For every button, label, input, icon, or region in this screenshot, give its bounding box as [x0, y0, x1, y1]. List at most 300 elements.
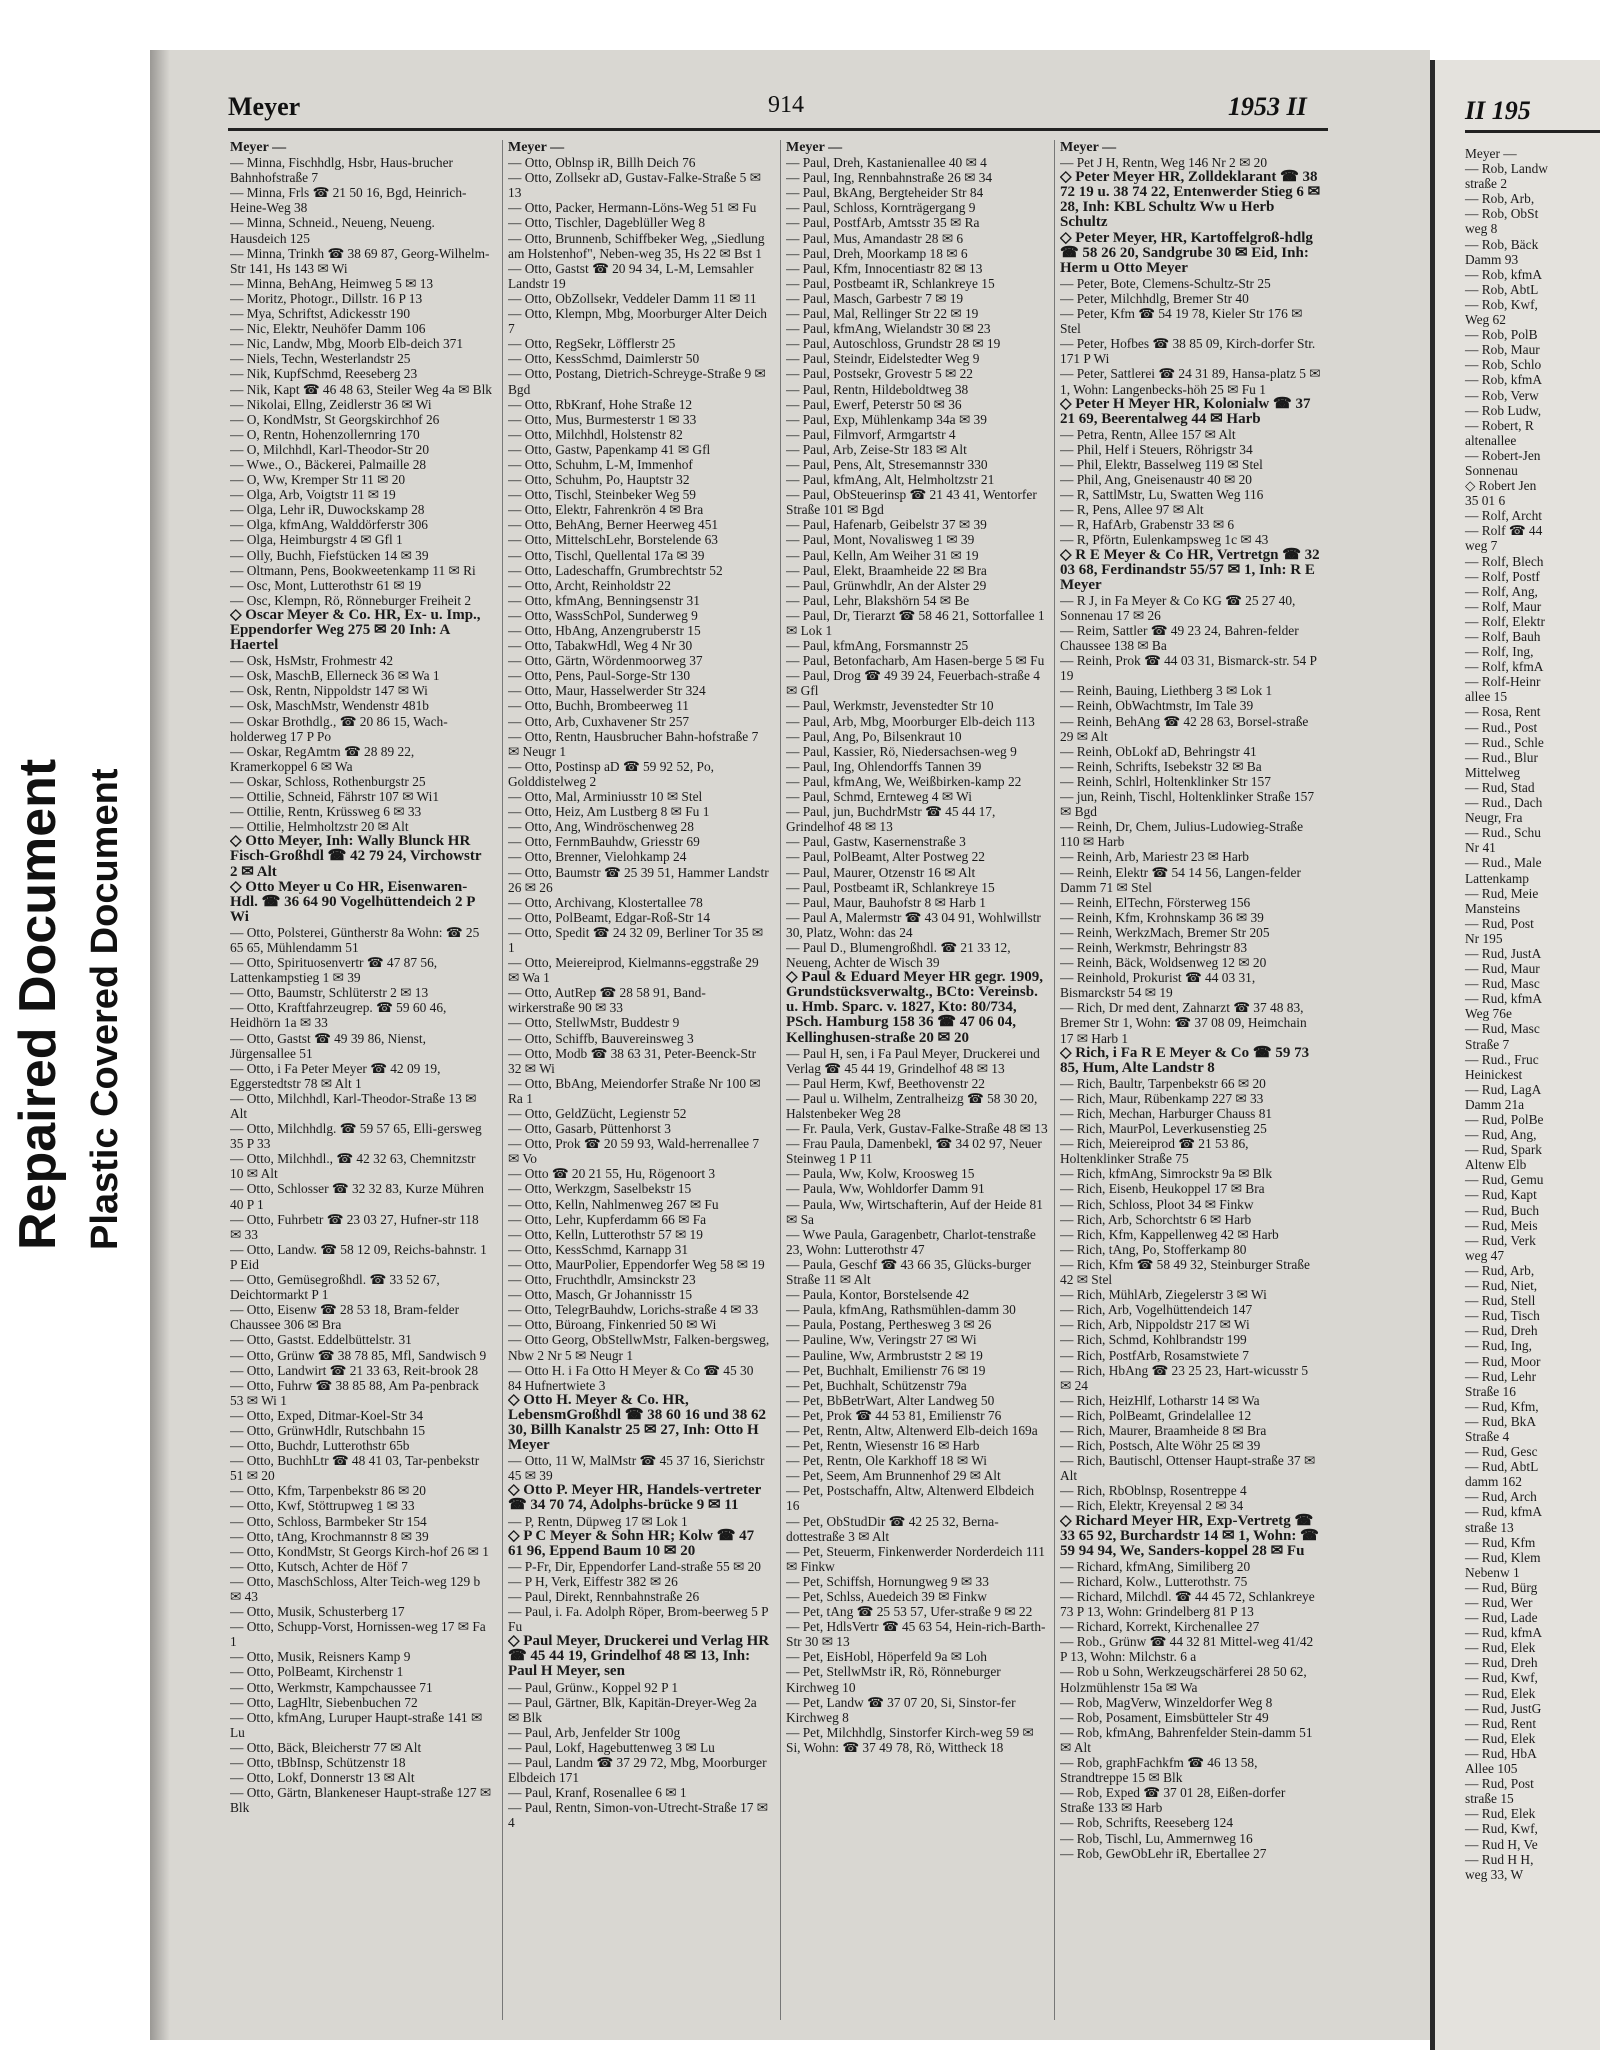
directory-entry: — Paula, Ww, Wirtschafterin, Auf der Heide 81 ✉ Sa [786, 1196, 1043, 1227]
directory-entry: — Paul, Dreh, Kastanienallee 40 ✉ 4 [786, 155, 987, 171]
directory-entry: — Nik, Kapt ☎ 46 48 63, Steiler Weg 4a ✉ Blk [230, 381, 492, 397]
directory-entry: — Paul, Arb, Jenfelder Str 100g [508, 1724, 681, 1740]
directory-entry: — Otto, tAng, Krochmannstr 8 ✉ 39 [230, 1528, 429, 1544]
directory-entry: — Reinh, Prok ☎ 44 03 31, Bismarck-str. 54 P 19 [1060, 653, 1317, 684]
directory-entry: — Minna, Fischhdlg, Hsbr, Haus-brucher Bahnhofstraße 7 [230, 155, 453, 186]
facing-page-entry: — Rolf, Postf [1465, 568, 1540, 584]
directory-entry: — Reinh, ObLokf aD, Behringstr 41 [1060, 743, 1257, 759]
column-head: Meyer — [230, 140, 287, 155]
directory-entry: — Paul, Arb, Mbg, Moorburger Elb-deich 113 [786, 713, 1035, 729]
directory-entry: — Reim, Sattler ☎ 49 23 24, Bahren-felder Chaussee 138 ✉ Ba [1060, 623, 1299, 654]
directory-entry: — Moritz, Photogr., Dillstr. 16 P 13 [230, 290, 423, 306]
directory-entry: — Ottilie, Helmholtzstr 20 ✉ Alt [230, 819, 409, 835]
directory-entry: ◇ Peter Meyer, HR, Kartoffelgroß-hdlg ☎ 58 26 20, Sandgrube 30 ✉ Eid, Inh: Herm u Otto Meyer [1060, 229, 1313, 276]
directory-entry: ◇ Oscar Meyer & Co. HR, Ex- u. Imp., Eppendorfer Weg 275 ✉ 20 Inh: A Haertel [230, 606, 481, 654]
facing-page-entry: — Rud, Elek [1465, 1806, 1536, 1822]
directory-entry: — Otto, StellwMstr, Buddestr 9 [508, 1015, 680, 1031]
directory-entry: — Rich, Eisenb, Heukoppel 17 ✉ Bra [1060, 1181, 1265, 1197]
directory-entry: — R, HafArb, Grabenstr 33 ✉ 6 [1060, 517, 1235, 533]
directory-entry: — Rob u Sohn, Werkzeugschärferei 28 50 62, Holzmühlenstr 15a ✉ Wa [1060, 1664, 1307, 1695]
facing-page-entry: — Rud, JustG [1465, 1700, 1542, 1716]
directory-entry: — Otto, Fuhrw ☎ 38 85 88, Am Pa-penbrack 53 ✉ Wi 1 [230, 1377, 479, 1408]
directory-entry: — Oltmann, Pens, Bookweetenkamp 11 ✉ Ri [230, 562, 476, 578]
directory-entry: — Otto, tBbInsp, Schützenstr 18 [230, 1755, 406, 1771]
directory-entry: — Otto, Postang, Dietrich-Schreyge-Straße 9 ✉ Bgd [508, 366, 766, 397]
directory-entry: — Pet, Seem, Am Brunnenhof 29 ✉ Alt [786, 1468, 1001, 1484]
directory-entry: — Paul, Betonfacharb, Am Hasen-berge 5 ✉ Fu [786, 653, 1045, 669]
directory-entry: — Paula, kfmAng, Rathsmühlen-damm 30 [786, 1302, 1016, 1318]
directory-entry: — Otto, Kfm, Tarpenbekstr 86 ✉ 20 [230, 1483, 426, 1499]
directory-entry: — Paul, Elekt, Braamheide 22 ✉ Bra [786, 562, 987, 578]
directory-entry: — Otto, Gärtn, Blankeneser Haupt-straße 127 ✉ Blk [230, 1785, 492, 1816]
directory-entry: — Otto, BuchhLtr ☎ 48 41 03, Tar-penbekstr 51 ✉ 20 [230, 1453, 480, 1484]
directory-entry: — Otto, Kelln, Nahlmenweg 267 ✉ Fu [508, 1196, 719, 1212]
directory-entry: — P H, Verk, Eiffestr 382 ✉ 26 [508, 1573, 678, 1589]
directory-entry: — Osk, MaschB, Ellerneck 36 ✉ Wa 1 [230, 668, 440, 684]
facing-page-entry: straße 2 [1465, 176, 1508, 192]
column-head: Meyer — [1060, 140, 1117, 155]
directory-entry: — Pet, ObStudDir ☎ 42 25 32, Berna-dottestraße 3 ✉ Alt [786, 1513, 999, 1544]
directory-entry: — Otto, Packer, Hermann-Löns-Weg 51 ✉ Fu [508, 200, 757, 216]
directory-entry: — Rob, Tischl, Lu, Ammernweg 16 [1060, 1830, 1253, 1846]
facing-page-entry: Straße 4 [1465, 1428, 1510, 1444]
directory-entry: ◇ Richard Meyer HR, Exp-Vertretg ☎ 33 65 92, Burchardstr 14 ✉ 1, Wohn: ☎ 59 94 94, We, Sanders-koppel 28 ✉ Fu [1060, 1512, 1319, 1559]
directory-entry: — Rich, Maurer, Braamheide 8 ✉ Bra [1060, 1422, 1267, 1438]
directory-entry: — Rich, HbAng ☎ 23 25 23, Hart-wicusstr 5 ✉ 24 [1060, 1362, 1309, 1393]
directory-entry: — Paul, Werkmstr, Jevenstedter Str 10 [786, 698, 994, 714]
directory-entry: — Paul, Mont, Novalisweg 1 ✉ 39 [786, 532, 975, 548]
directory-entry: — Peter, Hofbes ☎ 38 85 09, Kirch-dorfer Str. 171 P Wi [1060, 336, 1316, 367]
directory-entry: — Otto, Archt, Reinholdstr 22 [508, 577, 671, 593]
directory-entry: — Paul, Grünw., Koppel 92 P 1 [508, 1679, 679, 1695]
directory-entry: — Frau Paula, Damenbekl, ☎ 34 02 97, Neuer Steinweg 1 P 11 [786, 1136, 1042, 1167]
directory-entry: — Reinh, ObWachtmstr, Im Tale 39 [1060, 698, 1254, 714]
directory-entry: — Otto, Zollsekr aD, Gustav-Falke-Straße 5 ✉ 13 [508, 170, 761, 201]
facing-page-entry: — Rud, kfmA [1465, 1625, 1542, 1641]
facing-page-entry: — Rud H, Ve [1465, 1836, 1538, 1852]
directory-entry: — Otto, ObZollsekr, Veddeler Damm 11 ✉ 11 [508, 290, 757, 306]
directory-entry: — Paul, Mal, Rellinger Str 22 ✉ 19 [786, 306, 979, 322]
directory-entry: — Otto, Gemüsegroßhdl. ☎ 33 52 67, Deichtormarkt P 1 [230, 1272, 440, 1303]
directory-entry: — Otto, Kelln, Lutterothstr 57 ✉ 19 [508, 1226, 703, 1242]
facing-page-entry: straße 15 [1465, 1791, 1514, 1807]
directory-entry: — Rich, Meiereiprod ☎ 21 53 86, Holtenklinker Straße 75 [1060, 1136, 1249, 1167]
directory-entry: — Pet, Buchhalt, Schützenstr 79a [786, 1377, 967, 1393]
directory-entry: — Otto, Mal, Arminiusstr 10 ✉ Stel [508, 789, 703, 805]
directory-entry: — Pet, Steuerm, Finkenwerder Norderdeich 111 ✉ Finkw [786, 1543, 1045, 1574]
page-header [228, 92, 1328, 128]
directory-entry: — Paul, Drog ☎ 49 39 24, Feuerbach-straße 4 ✉ Gfl [786, 668, 1040, 699]
directory-entry: — Otto, Ladeschaffn, Grumbrechtstr 52 [508, 562, 723, 578]
directory-entry: ◇ Otto P. Meyer HR, Handels-vertreter ☎ 34 70 74, Adolphs-brücke 9 ✉ 11 [508, 1482, 761, 1514]
facing-page-entry: — Rud, Spark [1465, 1142, 1542, 1158]
directory-entry: — R, Pens, Allee 97 ✉ Alt [1060, 502, 1204, 518]
directory-entry: — Otto, MaschSchloss, Alter Teich-weg 129 b ✉ 43 [230, 1573, 481, 1604]
directory-entry: — Otto, RbKranf, Hohe Straße 12 [508, 396, 693, 412]
directory-entry: — Pet, Milchhdlg, Sinstorfer Kirch-weg 59 ✉ Si, Wohn: ☎ 37 49 78, Rö, Wittheck 18 [786, 1724, 1034, 1755]
directory-entry: — Paul, Schmd, Ernteweg 4 ✉ Wi [786, 789, 972, 805]
directory-entry: — Otto, Musik, Schusterberg 17 [230, 1604, 405, 1620]
facing-page-entry: — Rob, Kwf, [1465, 296, 1538, 312]
directory-entry: — Otto, Postinsp aD ☎ 59 92 52, Po, Golddistelweg 2 [508, 758, 715, 789]
directory-entry: — Pet, Rentn, Ole Karkhoff 18 ✉ Wi [786, 1453, 987, 1469]
directory-entry: — Peter, Milchhdlg, Bremer Str 40 [1060, 290, 1249, 306]
facing-page-entry: — Rud, Kapt [1465, 1187, 1537, 1203]
directory-entry: — Otto, KessSchmd, Karnapp 31 [508, 1241, 689, 1257]
directory-entry: — O, KondMstr, St Georgskirchhof 26 [230, 411, 440, 427]
facing-page-entry: — Rud, Meis [1465, 1217, 1538, 1233]
directory-entry: — Otto, Werkzgm, Saselbekstr 15 [508, 1181, 692, 1197]
directory-entry: — Pet, tAng ☎ 25 53 57, Ufer-straße 9 ✉ 22 [786, 1604, 1033, 1620]
directory-entry: — Paul Herm, Kwf, Beethovenstr 22 [786, 1075, 985, 1091]
directory-entry: — Rich, Maur, Rübenkamp 227 ✉ 33 [1060, 1090, 1264, 1106]
directory-entry: — Otto, Baumstr, Schlüterstr 2 ✉ 13 [230, 985, 429, 1001]
facing-page-entry: — Rud, HbA [1465, 1745, 1537, 1761]
directory-entry: — Paul, Steindr, Eidelstedter Weg 9 [786, 351, 980, 367]
facing-page-entry: damm 162 [1465, 1474, 1522, 1490]
directory-entry: — Otto, Schuhm, Po, Hauptstr 32 [508, 472, 690, 488]
directory-entry: — Otto, GrünwHdlr, Rutschbahn 15 [230, 1422, 426, 1438]
facing-page-entry: — Rud, Stell [1465, 1293, 1536, 1309]
facing-page-entry: — Rud, Verk [1465, 1232, 1536, 1248]
directory-entry: — Rich, MaurPol, Leverkusenstieg 25 [1060, 1121, 1267, 1137]
facing-page-entry: Damm 21a [1465, 1096, 1525, 1112]
directory-entry: — Otto, Fuhrbetr ☎ 23 03 27, Hufner-str 118 ✉ 33 [230, 1211, 479, 1242]
directory-entry: — Reinh, WerkzMach, Bremer Str 205 [1060, 924, 1270, 940]
directory-entry: — Rich, Bautischl, Ottenser Haupt-straße 37 ✉ Alt [1060, 1453, 1316, 1484]
facing-page-entry: — Rolf, Blech [1465, 553, 1544, 569]
directory-entry: — Otto, Lokf, Donnerstr 13 ✉ Alt [230, 1770, 415, 1786]
directory-entry: — Otto, Modb ☎ 38 63 31, Peter-Beenck-Str 32 ✉ Wi [508, 1045, 757, 1076]
directory-entry: — Pet, Prok ☎ 44 53 81, Emilienstr 76 [786, 1407, 1002, 1423]
facing-page-entry: — Rob, ObSt [1465, 206, 1539, 222]
directory-entry: — Rich, Baultr, Tarpenbekstr 66 ✉ 20 [1060, 1075, 1266, 1091]
directory-entry: — Reinh, Elektr ☎ 54 14 56, Langen-felder Damm 71 ✉ Stel [1060, 864, 1301, 895]
facing-page-entry: — Rud, Moor [1465, 1353, 1541, 1369]
directory-entry: — Paul, Ing, Ohlendorffs Tannen 39 [786, 758, 982, 774]
directory-entry: — Otto, Ang, Windröschenweg 28 [508, 819, 694, 835]
directory-entry: — Pet, Postschaffn, Altw, Altenwerd Elbdeich 16 [786, 1483, 1035, 1514]
directory-entry: ◇ Rich, i Fa R E Meyer & Co ☎ 59 73 85, Hum, Alte Landstr 8 [1060, 1044, 1310, 1076]
directory-entry: — Phil, Elektr, Basselweg 119 ✉ Stel [1060, 456, 1263, 472]
directory-entry: — Paul, Ang, Po, Bilsenkraut 10 [786, 728, 962, 744]
facing-page-entry: — Rud, Post [1465, 915, 1534, 931]
directory-entry: — Rich, Schmd, Kohlbrandstr 199 [1060, 1332, 1247, 1348]
directory-entry: — Wwe., O., Bäckerei, Palmaille 28 [230, 456, 427, 472]
directory-entry: — Otto, Landw. ☎ 58 12 09, Reichs-bahnstr. 1 P Eid [230, 1241, 487, 1272]
directory-entry: — Otto, Musik, Reisners Kamp 9 [230, 1649, 411, 1665]
directory-entry: — Paul, Landm ☎ 37 29 72, Mbg, Moorburger Elbdeich 171 [508, 1755, 767, 1786]
facing-page-entry: ◇ Robert Jen [1465, 478, 1537, 494]
directory-entry: — O, Ww, Kremper Str 11 ✉ 20 [230, 472, 406, 488]
directory-entry: — Otto, Milchhdl, Karl-Theodor-Straße 13 ✉ Alt [230, 1090, 477, 1121]
directory-entry: — Otto, TelegrBauhdw, Lorichs-straße 4 ✉ 33 [508, 1302, 759, 1318]
directory-entry: — Rich, Dr med dent, Zahnarzt ☎ 37 48 83, Bremer Str 1, Wohn: ☎ 37 08 09, Heimchain 17 ✉ Harb 1 [1060, 1000, 1307, 1046]
directory-entry: — Pauline, Ww, Veringstr 27 ✉ Wi [786, 1332, 977, 1348]
directory-entry: — Otto, LagHltr, Siebenbuchen 72 [230, 1694, 418, 1710]
directory-entry: — Paul, PostfArb, Amtsstr 35 ✉ Ra [786, 215, 980, 231]
directory-entry: — Paul u. Wilhelm, Zentralheizg ☎ 58 30 20, Halstenbeker Weg 28 [786, 1090, 1038, 1121]
facing-page-entry: Straße 16 [1465, 1383, 1516, 1399]
directory-entry: — Paula, Postang, Perthesweg 3 ✉ 26 [786, 1317, 992, 1333]
directory-entry: — Reinh, Arb, Mariestr 23 ✉ Harb [1060, 849, 1249, 865]
directory-entry: — Paul, Dreh, Moorkamp 18 ✉ 6 [786, 245, 968, 261]
facing-page [1430, 60, 1600, 2050]
directory-entry: — Otto, Spedit ☎ 24 32 09, Berliner Tor 35 ✉ 1 [508, 924, 764, 955]
facing-page-header: II 195 [1465, 96, 1531, 125]
directory-entry: — Paul, Dr, Tierarzt ☎ 58 46 21, Sottorfallee 1 ✉ Lok 1 [786, 607, 1045, 638]
facing-page-entry: weg 33, W [1465, 1866, 1524, 1882]
directory-entry: — Otto, GeldZücht, Legienstr 52 [508, 1106, 687, 1121]
directory-entry: — Richard, Korrekt, Kirchenallee 27 [1060, 1619, 1260, 1635]
directory-entry: — Otto, Elektr, Fahrenkrön 4 ✉ Bra [508, 502, 704, 518]
directory-entry: — Olly, Buchh, Fiefstücken 14 ✉ 39 [230, 547, 429, 563]
directory-entry: ◇ Otto H. Meyer & Co. HR, LebensmGroßhdl ☎ 38 60 16 und 38 62 30, Billh Kanalstr 25 ✉ 27, Inh: Otto H Meyer [508, 1391, 767, 1454]
directory-entry: — Richard, Kolw., Lutterothstr. 75 [1060, 1573, 1248, 1589]
facing-page-entry: Damm 93 [1465, 251, 1519, 267]
directory-entry: — Otto, Landwirt ☎ 21 33 63, Reit-brook 28 [230, 1362, 479, 1378]
directory-entry: — Otto, Milchhdlg. ☎ 59 57 65, Elli-gersweg 35 P 33 [230, 1121, 482, 1152]
facing-page-entry: — Rud., Blur [1465, 749, 1538, 765]
directory-entry: — Rob, kfmAng, Bahrenfelder Stein-damm 51 ✉ Alt [1060, 1724, 1313, 1755]
directory-entry: — Otto, Meiereiprod, Kielmanns-eggstraße 29 ✉ Wa 1 [508, 955, 759, 986]
facing-page-entry: — Rud, Lehr [1465, 1368, 1537, 1384]
facing-page-entry: — Rud, Arch [1465, 1489, 1537, 1505]
directory-entry: — Mya, Schriftst, Adickesstr 190 [230, 306, 411, 322]
facing-page-entry: — Rob, Schlo [1465, 357, 1542, 373]
directory-entry: — Pet, Rentn, Wiesenstr 16 ✉ Harb [786, 1438, 980, 1454]
directory-entry: — Otto, Werkmstr, Kampchaussee 71 [230, 1679, 433, 1695]
directory-entry: — Paul, Exp, Mühlenkamp 34a ✉ 39 [786, 411, 987, 427]
facing-page-entry: — Rud H H, [1465, 1851, 1534, 1867]
facing-page-entry: — Rud, Wer [1465, 1595, 1533, 1610]
directory-entry: — Paul D., Blumengroßhdl. ☎ 21 33 12, Neueng, Achter de Wisch 39 [786, 939, 1011, 971]
directory-entry: — Paul, Gastw, Kasernenstraße 3 [786, 834, 966, 850]
directory-entry: — Rich, Arb, Schorchtstr 6 ✉ Harb [1060, 1211, 1252, 1227]
directory-entry: — Otto, Pens, Paul-Sorge-Str 130 [508, 668, 691, 684]
directory-entry: — Peter, Sattlerei ☎ 24 31 89, Hansa-platz 5 ✉ 1, Wohn: Langenbecks-höh 25 ✉ Fu 1 [1060, 366, 1321, 397]
facing-page-entry: — Rud, Meie [1465, 885, 1539, 901]
directory-entry: — Paul, Masch, Garbestr 7 ✉ 19 [786, 290, 964, 306]
facing-page-entry: Altenw Elb [1465, 1157, 1527, 1173]
header-year: 1953 II [1228, 92, 1307, 121]
facing-page-entry: — Rud, Ang, [1465, 1127, 1537, 1143]
facing-page-entry: — Rud, Klem [1465, 1549, 1541, 1565]
facing-page-entry: — Rob Ludw, [1465, 402, 1542, 418]
directory-entry: — Paul, Kranf, Rosenallee 6 ✉ 1 [508, 1785, 687, 1801]
facing-page-entry: — Rolf, Bauh [1465, 629, 1541, 644]
facing-page-entry: — Rud., Post [1465, 719, 1538, 735]
facing-page-entry: — Rud, Tisch [1465, 1308, 1540, 1324]
facing-page-entry: weg 7 [1465, 538, 1498, 554]
facing-page-entry: — Rud, kfmA [1465, 991, 1542, 1007]
directory-entry: — Otto, Spirituosenvertr ☎ 47 87 56, Lattenkampstieg 1 ✉ 39 [230, 955, 438, 986]
directory-entry: — Paul, Hafenarb, Geibelstr 37 ✉ 39 [786, 517, 987, 533]
facing-page-entry: — Rud, Elek [1465, 1685, 1536, 1701]
facing-page-entry: — Rud, Kwf, [1465, 1821, 1538, 1837]
directory-entry: — Otto, Schupp-Vorst, Hornissen-weg 17 ✉ Fa 1 [230, 1619, 486, 1650]
directory-entry: — Paul, ObSteuerinsp ☎ 21 43 41, Wentorfer Straße 101 ✉ Bgd [786, 487, 1037, 518]
directory-entry: — Richard, kfmAng, Similiberg 20 [1060, 1558, 1251, 1574]
directory-entry: — Pet J H, Rentn, Weg 146 Nr 2 ✉ 20 [1060, 155, 1268, 171]
directory-entry: — Olga, kfmAng, Walddörferstr 306 [230, 517, 429, 533]
directory-entry: — Otto, Büroang, Finkenried 50 ✉ Wi [508, 1317, 717, 1333]
directory-entry: — Oskar, Schloss, Rothenburgstr 25 [230, 773, 426, 789]
directory-entry: — Paul, jun, BuchdrMstr ☎ 45 44 17, Grindelhof 48 ✉ 13 [786, 804, 996, 835]
side-label-repaired: Repaired Document [9, 758, 67, 1250]
facing-page-entry: — Rob, kfmA [1465, 372, 1542, 388]
facing-page-entry: 35 01 6 [1465, 493, 1506, 509]
directory-entry: — Peter, Bote, Clemens-Schultz-Str 25 [1060, 275, 1271, 291]
facing-page-entry: altenallee [1465, 432, 1517, 448]
directory-entry: — Rich, PostfArb, Rosamstwiete 7 [1060, 1347, 1249, 1363]
directory-entry: — Reinh, Bauing, Liethberg 3 ✉ Lok 1 [1060, 683, 1273, 699]
facing-page-entry: — Rob, AbtL [1465, 281, 1539, 297]
page-binding-shadow [150, 50, 170, 2040]
facing-page-entry: — Rud., Fruc [1465, 1051, 1539, 1067]
directory-entry: — Minna, BehAng, Heimweg 5 ✉ 13 [230, 275, 434, 291]
directory-entry: — Otto, Buchh, Brombeerweg 11 [508, 698, 689, 714]
directory-entry: — R, SattlMstr, Lu, Swatten Weg 116 [1060, 487, 1264, 503]
directory-entry: — Otto, kfmAng, Benningsenstr 31 [508, 592, 700, 608]
facing-page-entry: — Rud, Kfm [1465, 1534, 1536, 1550]
facing-page-entry: — Rud, kfmA [1465, 1504, 1542, 1520]
directory-entry: — Otto, KessSchmd, Daimlerstr 50 [508, 351, 700, 367]
directory-entry: — Paul, Maur, Bauhofstr 8 ✉ Harb 1 [786, 894, 986, 910]
facing-page-entry: Nr 41 [1465, 840, 1496, 856]
facing-page-entry: straße 13 [1465, 1519, 1514, 1535]
directory-entry: — Otto, PolBeamt, Edgar-Roß-Str 14 [508, 909, 711, 925]
directory-entry: — Paul, Ewerf, Peterstr 50 ✉ 36 [786, 396, 962, 412]
directory-entry: — Ottilie, Schneid, Fährstr 107 ✉ Wi1 [230, 789, 440, 805]
facing-page-entry: — Rud, AbtL [1465, 1459, 1539, 1475]
directory-entry: — Otto, Gastw, Papenkamp 41 ✉ Gfl [508, 441, 711, 457]
directory-entry: — Otto, Milchhdl, Holstenstr 82 [508, 426, 683, 442]
directory-entry: ◇ P C Meyer & Sohn HR; Kolw ☎ 47 61 96, Eppend Baum 10 ✉ 20 [508, 1527, 755, 1559]
directory-entry: — Otto, Klempn, Mbg, Moorburger Alter Deich 7 [508, 306, 767, 337]
directory-entry: — Paul, Schloss, Kornträgergang 9 [786, 200, 976, 216]
directory-entry: — Phil, Ang, Gneisenaustr 40 ✉ 20 [1060, 472, 1252, 488]
facing-page-entry: Lattenkamp [1465, 870, 1529, 886]
directory-entry: ◇ R E Meyer & Co HR, Vertretgn ☎ 32 03 68, Ferdinandstr 55/57 ✉ 1, Inh: R E Meyer [1060, 546, 1320, 593]
directory-entry: — R, Pförtn, Eulenkampsweg 1c ✉ 43 [1060, 532, 1269, 548]
directory-entry: — Otto, Kwf, Stöttrupweg 1 ✉ 33 [230, 1498, 415, 1514]
directory-entry: — Otto, Brunnenb, Schiffbeker Weg, „Siedlung am Holstenhof", Neben-weg 35, Hs 22 ✉ Bst 1 [508, 230, 765, 261]
facing-page-entry: — Rolf, Elektr [1465, 613, 1545, 629]
directory-entry: — Paula, Ww, Kolw, Kroosweg 15 [786, 1166, 975, 1182]
directory-entry: — Minna, Frls ☎ 21 50 16, Bgd, Heinrich-Heine-Weg 38 [230, 185, 467, 216]
directory-entry: — Otto, Archivang, Klostertallee 78 [508, 894, 703, 910]
directory-entry: — Otto, Masch, Gr Johannisstr 15 [508, 1287, 693, 1303]
directory-entry: — Osk, HsMstr, Frohmestr 42 [230, 653, 394, 669]
directory-entry: — Reinh, BehAng ☎ 42 28 63, Borsel-straße 29 ✉ Alt [1060, 713, 1309, 744]
directory-entry: — Osk, MaschMstr, Wendenstr 481b [230, 698, 429, 714]
directory-entry: — Pet, Landw ☎ 37 07 20, Si, Sinstor-fer Kirchweg 8 [786, 1694, 1016, 1725]
directory-entry: — Otto, Gasarb, Püttenhorst 3 [508, 1121, 671, 1137]
directory-entry: — Paul, kfmAng, Wielandstr 30 ✉ 23 [786, 321, 991, 337]
side-label-plastic: Plastic Covered Document [84, 768, 126, 1250]
facing-page-entry: — Rolf-Heinr [1465, 674, 1541, 690]
directory-entry: — Nik, KupfSchmd, Reeseberg 23 [230, 366, 418, 382]
facing-page-entry: — Rud., Male [1465, 855, 1542, 871]
facing-page-entry: weg 47 [1465, 1247, 1505, 1263]
directory-entry: — Otto, 11 W, MalMstr ☎ 45 37 16, Sierichstr 45 ✉ 39 [508, 1453, 765, 1484]
facing-page-entry: — Rud, Ing, [1465, 1338, 1532, 1354]
directory-entry: — Paul, Ing, Rennbahnstraße 26 ✉ 34 [786, 170, 993, 186]
directory-entry: — Paul, Maurer, Otzenstr 16 ✉ Alt [786, 864, 976, 880]
facing-page-entry: — Rob, Maur [1465, 342, 1540, 358]
directory-entry: — Rich, Schloss, Ploot 34 ✉ Finkw [1060, 1196, 1254, 1212]
directory-entry: — Paul, Filmvorf, Armgartstr 4 [786, 426, 956, 442]
directory-entry: — Paula, Geschf ☎ 43 66 35, Glücks-burger Straße 11 ✉ Alt [786, 1256, 1032, 1288]
facing-page-entry: — Rud, Kfm, [1465, 1398, 1539, 1414]
directory-entry: — Paul, Arb, Zeise-Str 183 ✉ Alt [786, 441, 967, 457]
directory-column-4 [1060, 140, 1322, 2020]
facing-page-entry: — Rud, Dreh [1465, 1655, 1538, 1671]
directory-entry: — Wwe Paula, Garagenbetr, Charlot-tenstraße 23, Wohn: Lutterothstr 47 [786, 1226, 1036, 1257]
directory-entry: — Olga, Heimburgstr 4 ✉ Gfl 1 [230, 532, 403, 548]
directory-entry: — Rich, RbOblnsp, Rosentreppe 4 [1060, 1483, 1247, 1499]
directory-entry: — Paul, Kfm, Innocentiastr 82 ✉ 13 [786, 260, 983, 276]
facing-page-entry: — Rud, Lade [1465, 1610, 1538, 1626]
directory-entry: ◇ Otto Meyer, Inh: Wally Blunck HR Fisch-Großhdl ☎ 42 79 24, Virchowstr 2 ✉ Alt [230, 833, 482, 880]
facing-page-entry: — Rud, Masc [1465, 976, 1540, 992]
directory-entry: — Pet, Schiffsh, Hornungweg 9 ✉ 33 [786, 1573, 989, 1589]
directory-entry: — Otto, PolBeamt, Kirchenstr 1 [230, 1664, 404, 1680]
facing-page-entry: — Rolf, Maur [1465, 598, 1542, 614]
directory-entry: — Osk, Rentn, Nippoldstr 147 ✉ Wi [230, 683, 428, 699]
facing-page-entry: — Rud., Schu [1465, 825, 1541, 841]
directory-entry: — Rich, kfmAng, Simrockstr 9a ✉ Blk [1060, 1166, 1273, 1182]
directory-entry: — Otto, Gärtn, Wördenmoorweg 37 [508, 653, 703, 669]
directory-entry: — Otto, Kraftfahrzeugrep. ☎ 59 60 46, Heidhörn 1a ✉ 33 [230, 1000, 447, 1031]
directory-entry: — Oskar, RegAmtm ☎ 28 89 22, Kramerkoppel 6 ✉ Wa [230, 743, 415, 774]
directory-entry: — Otto, MittelschLehr, Borstelende 63 [508, 532, 718, 548]
directory-entry: — Otto, FernmBauhdw, Griesstr 69 [508, 834, 700, 850]
directory-entry: — Otto, Tischl, Quellental 17a ✉ 39 [508, 547, 705, 563]
directory-entry: — Minna, Trinkh ☎ 38 69 87, Georg-Wilhelm-Str 141, Hs 143 ✉ Wi [230, 245, 490, 276]
directory-entry: — Rich, Kfm ☎ 58 49 32, Steinburger Straße 42 ✉ Stel [1060, 1256, 1310, 1288]
directory-entry: — Rob, MagVerw, Winzeldorfer Weg 8 [1060, 1694, 1273, 1710]
directory-entry: — Reinhold, Prokurist ☎ 44 03 31, Bismarckstr 54 ✉ 19 [1060, 970, 1256, 1001]
directory-entry: — Otto, Bäck, Bleicherstr 77 ✉ Alt [230, 1739, 422, 1755]
directory-entry: — Rich, Arb, Vogelhüttendeich 147 [1060, 1302, 1253, 1318]
directory-entry: — Otto, Fruchthdlr, Amsinckstr 23 [508, 1272, 696, 1288]
directory-entry: — Otto, BbAng, Meiendorfer Straße Nr 100 ✉ Ra 1 [508, 1075, 761, 1106]
facing-page-entry: Nr 195 [1465, 930, 1503, 946]
directory-entry: — P-Fr, Dir, Eppendorfer Land-straße 55 ✉ 20 [508, 1558, 761, 1574]
facing-page-entry: Mittelweg [1465, 764, 1521, 780]
directory-entry: — Rich, PolBeamt, Grindelallee 12 [1060, 1407, 1252, 1423]
directory-entry: — Nikolai, Ellng, Zeidlerstr 36 ✉ Wi [230, 396, 432, 412]
directory-entry: — Osc, Mont, Lutterothstr 61 ✉ 19 [230, 577, 422, 593]
directory-entry: — P, Rentn, Düpweg 17 ✉ Lok 1 [508, 1513, 688, 1529]
facing-page-entry: — Rud, Kwf, [1465, 1670, 1538, 1686]
directory-entry: — Otto, AutRep ☎ 28 58 91, Band-wirkerstraße 90 ✉ 33 [508, 985, 706, 1016]
directory-entry: — Paula, Kontor, Borstelsende 42 [786, 1287, 970, 1303]
directory-entry: — Paul, Rentn, Simon-von-Utrecht-Straße 17 ✉ 4 [508, 1800, 769, 1831]
directory-entry: — Otto, Eisenw ☎ 28 53 18, Bram-felder Chaussee 306 ✉ Bra [230, 1302, 460, 1333]
directory-entry: — Rob, Exped ☎ 37 01 28, Eißen-dorfer Straße 133 ✉ Harb [1060, 1785, 1286, 1816]
directory-entry: — Phil, Helf i Steuers, Röhrigstr 34 [1060, 441, 1253, 457]
facing-page-entry: — Rob, PolB [1465, 327, 1538, 343]
directory-entry: — Paul H, sen, i Fa Paul Meyer, Druckerei und Verlag ☎ 45 44 19, Grindelhof 48 ✉ 13 [786, 1045, 1040, 1076]
column-separator [502, 140, 503, 2020]
directory-entry: — Otto, Tischler, Dageblüller Weg 8 [508, 215, 706, 231]
directory-entry: — Otto, Maur, Hasselwerder Str 324 [508, 683, 706, 699]
directory-entry: — Otto, Grünw ☎ 38 78 85, Mfl, Sandwisch 9 [230, 1347, 487, 1363]
column-head: Meyer — [508, 140, 565, 155]
